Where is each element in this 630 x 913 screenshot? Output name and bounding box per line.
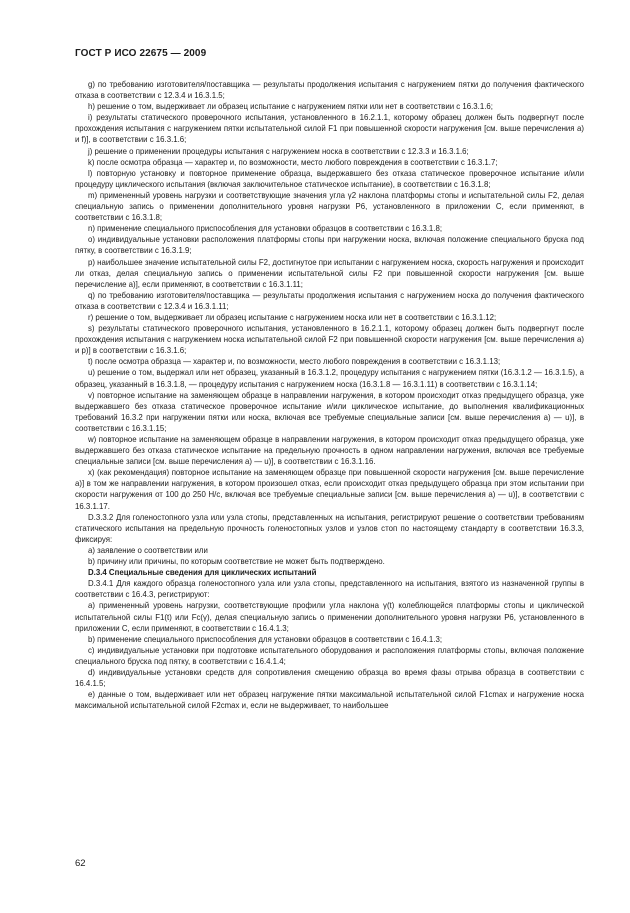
- paragraph-u: u) решение о том, выдержал или нет образец, указанный в 16.3.1.2, процедуру испытания с нагружением пятки (16.3.1.2 — 16.3.1.5), а образец, указанный в 16.3.1.8, — процедуру испытания с нагружением носка (16.3.1.8 — 16.3.1.11) в соответствии с 16.3.1.14;: [75, 368, 584, 389]
- paragraph-h: h) решение о том, выдерживает ли образец испытание с нагружением пятки или нет в соответствии с 16.3.1.6;: [88, 102, 493, 112]
- paragraph-d-3-4-1-d: d) индивидуальные установки средств для сопротивления смещению образца во время фазы отрыва образца в соответствии с 16.4.1.5;: [75, 667, 584, 689]
- paragraph-d-3-4-1-b: b) применение специального приспособления для установки образцов в соответствии с 16.4.1.3;: [88, 634, 443, 644]
- paragraph-d-3-4-1-e: е) данные о том, выдерживает или нет образец нагружение пятки максимальной испытательной силой F1cmax и нагружение носка максимальной испытательной силой F2cmax и, если не выдерживает, то наибольшее: [75, 690, 584, 711]
- paragraph-l: l) повторную установку и повторное применение образца, выдержавшего без отказа статическое проверочное испытание и/или процедуру циклического испытания (включая заключительное статическое испытание), в соответствии с 16.3.1.8;: [75, 168, 584, 189]
- paragraph-m: m) примененный уровень нагрузки и соответствующие значения угла γ2 наклона платформы стопы и испытательной силы F2, делая специальную запись о применении дополнительного уровня нагрузки Р6, установленного в приложении С, если применяют, в соответствии с 16.3.1.8;: [75, 190, 584, 223]
- paragraph-d-3-3-2: D.3.3.2 Для голеностопного узла или узла стопы, представленных на испытания, регистрируют решение о соответствии требованиям статического испытания на предельную прочность голеностопных узлов и узлов стоп по настоящему стандарту в соответствии 16.3.3, фиксируя:: [75, 512, 584, 544]
- paragraph-d-3-4-1-c: с) индивидуальные установки при подготовке испытательного оборудования и расположения платформы стопы, включая положение специального бруска под пятку, в соответствии с 16.4.1.4;: [75, 645, 584, 666]
- paragraph-k: k) после осмотра образца — характер и, по возможности, место любого повреждения в соответствии с 16.3.1.7;: [88, 157, 498, 167]
- paragraph-d-3-4-1: D.3.4.1 Для каждого образца голеностопного узла или узла стопы, представленного на испытания, взятого из назначенной группы в соответствии с 16.4.3, регистрируют:: [75, 579, 584, 600]
- paragraph-n: n) применение специального приспособления для установки образцов в соответствии с 16.3.1.8;: [88, 224, 443, 234]
- paragraph-s: s) результаты статического проверочного испытания, установленного в 16.2.1.1, которому образец должен быть подвергнут после прохождения испытания с нагружением носка испытательной силой F2 при повышенной скорости нагружения [см. выше перечисления а) и р)] в соответствии с 16.3.1.6;: [75, 324, 584, 356]
- paragraph-w: w) повторное испытание на заменяющем образце в направлении нагружения, в котором происходит отказ предыдущего образца, уже выдержавшего без отказа статическое испытание на предельную прочность в одном направлении нагружения, включая все требуемые специальные записи [см. выше перечисления а) — u)], в соответствии с 16.3.1.16.: [75, 435, 584, 467]
- paragraph-i: i) результаты статического проверочного испытания, установленного в 16.2.1.1, которому образец должен быть подвергнут после прохождения испытания с нагружением пятки испытательной силой F1 при повышенной скорости нагружения [см. выше перечисления а) и f)], в соответствии с 16.3.1.6;: [75, 113, 584, 145]
- paragraph-j: j) решение о применении процедуры испытания с нагружением носка в соответствии с 12.3.3 и 16.3.1.6;: [88, 146, 469, 156]
- paragraph-r: r) решение о том, выдерживает ли образец испытание с нагружением носка или нет в соответствии с 16.3.1.12;: [88, 312, 497, 322]
- paragraph-p: p) наибольшее значение испытательной силы F2, достигнутое при испытании с нагружением носка, скорость нагружения и происходит ли отказ, делая специальную запись о применении испытательной силы F2 при повышенной скорости нагружения [см. выше перечисление а)], если применяют, в соответствии с 16.3.1.11;: [75, 257, 584, 289]
- paragraph-d-3-4-1-a: а) примененный уровень нагрузки, соответствующие профили угла наклона γ(t) колеблющейся платформы стопы и циклической испытательной силы F1(t) или Fc(γ), делая специальную запись о применении дополнительного уровня нагрузки Р6, установленного в приложении С, если применяют, в соответствии с 16.4.1.3;: [75, 601, 584, 633]
- page-number: 62: [75, 858, 86, 869]
- paragraph-v: v) повторное испытание на заменяющем образце в направлении нагружения, в котором происходит отказ предыдущего образца, уже выдержавшего без отказа статическое проверочное испытание и/или циклическое испытание, до выполнения квалификационных требований 16.3.2 при нагружении пятки или носка, включая все требуемые специальные записи [см. выше перечисления а) — u)], в соответствии с 16.3.1.15;: [75, 390, 584, 433]
- paragraph-x: х) (как рекомендация) повторное испытание на заменяющем образце при повышенной скорости нагружения [см. выше перечисление а)] в том же направлении нагружения, в котором произошел отказ, если происходит отказ предыдущего образца при этом испытании при скорости нагружения от 100 до 250 Н/с, включая все требуемые специальные записи [см. выше перечисления а) — u)], в соответствии с 16.3.1.17.: [75, 468, 584, 511]
- paragraph-t: t) после осмотра образца — характер и, по возможности, место любого повреждения в соответствии с 16.3.1.13;: [88, 357, 501, 367]
- paragraph-o: o) индивидуальные установки расположения платформы стопы при нагружении носка, включая положение специального бруска под пятку, в соответствии с 16.3.1.9;: [75, 235, 584, 256]
- document-body: [75, 79, 584, 711]
- paragraph-d-3-3-2-b: b) причину или причины, по которым соответствие не может быть подтверждено.: [88, 557, 385, 567]
- paragraph-g: g) по требованию изготовителя/поставщика — результаты продолжения испытания с нагружением пятки до получения фактического отказа в соответствии с 12.3.4 и 16.3.1.5;: [75, 80, 584, 101]
- paragraph-d-3-3-2-a: а) заявление о соответствии или: [88, 545, 208, 555]
- page-header-title: ГОСТ Р ИСО 22675 — 2009: [75, 48, 207, 59]
- paragraph-q: q) по требованию изготовителя/поставщика — результаты продолжения испытания с нагружением носка до получения фактического отказа в соответствии с 12.3.4 и 16.3.1.11;: [75, 290, 584, 311]
- section-heading-d-3-4: D.3.4 Специальные сведения для циклических испытаний: [88, 568, 317, 578]
